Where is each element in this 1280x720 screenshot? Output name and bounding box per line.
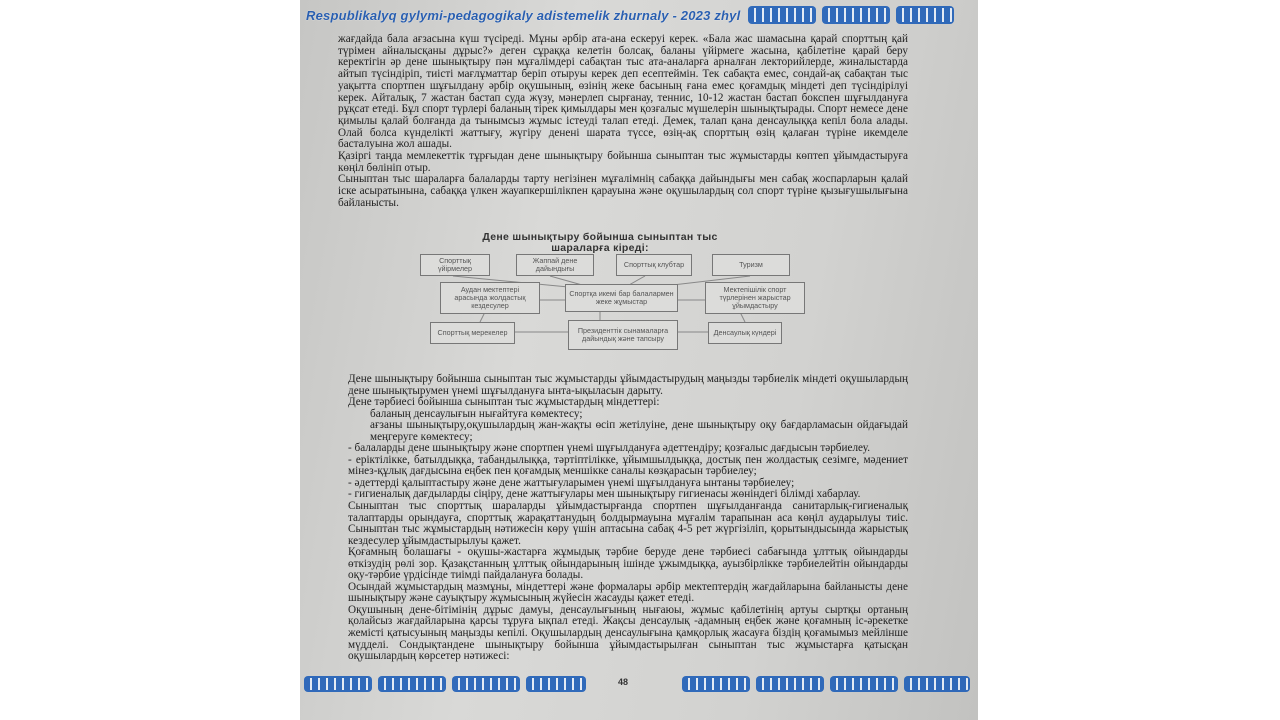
paragraph: Сыныптан тыс шараларға балаларды тарту негізінен мұғалімнің сабаққа дайындығы мен сабақ жоспарларын қалай іске асыратынына, сабаққа үлкен жауапкершілікпен қарауына және оқушылардың сол спорт түріне қызығушылығына байланысты. xyxy=(338,173,908,209)
diagram-box-sport-holidays: Спорттық мерекелер xyxy=(430,322,515,344)
list-item: - гигиеналық дағдыларды сiңiру, дене жаттығулары мен шынықтыру гигиенасы жөнiндегi бiлiмдi хабарлау. xyxy=(348,488,861,501)
lower-text xyxy=(348,374,908,663)
page-number: 48 xyxy=(618,677,629,687)
paragraph: Дене тәрбиесі бойынша сыныптан тыс жұмыстардың міндеттері: xyxy=(348,396,660,409)
journal-page xyxy=(300,0,978,720)
paragraph: Дене шынықтыру бойынша сыныптан тыс жұмыстарды ұйымдастырудың маңызды тәрбиелік міндеті оқушылардың дене шынықтырумен үнемі шұғылдануға ынта-ықыласын дарыту. xyxy=(348,373,908,397)
header-ornament-3 xyxy=(896,6,954,24)
footer-ornament-8 xyxy=(904,676,970,692)
list-item: - ерiктiлiкке, батылдыққа, табандылыққа, тәртiптiлiкке, ұйымшылдыққа, достық пен жолдастық сезiмге, мәдениет мiнез-құлық дағдысына еңбек пен қоғамдық меншiкке саналы көзқарасын тәрбиелеу; xyxy=(348,453,908,478)
footer-ornament-6 xyxy=(756,676,824,692)
footer-ornament-1 xyxy=(304,676,372,692)
diagram-box-individual-work: Спортқа икемі бар балалармен жеке жұмыстар xyxy=(565,284,678,312)
paragraph: жағдайда бала ағзасына күш түсіреді. Мұны әрбір ата-ана ескеруі керек. «Бала жас шамасына қарай спорттың қай түрімен айналысқаны дұрыс?» деген сұраққа келетін болсақ, баланы үйірмеге жасына, қабілетіне қарай беру керектігін әр дене шынықтыру пән мұғалімдері сабақтан тыс ата-аналарға арналған лекторийлерде, жиналыстарда айтып түсіндіріп, тиісті мағлұматтар беріп отыруы керек деп есептеймін. Тек сабақта емес, сондай-ақ сабақтан тыс уақытта спортпен шұғылдану әрбір оқушының, өзінің жеке басының ғана емес қоғамдық міндеті деп түсіндірілуі керек. Айталық, 7 жастан бастап суда жүзу, мәнерлеп сырғанау, теннис, 10-12 жастан бастап бокспен шұғылдануға рұқсат етеді. Бұл спорт түрлері баланың тірек қимылдары мен қозғалыс мүшелерін шынықтырады. Спорт немесе дене қимылы қалай болғанда да тынымсыз жұмыс істеуді талап етеді. Демек, талап қана денсаулыққа кепіл бола алады. Олай болса күнделікті жаттығу, жүгіру денені шарата түссе, өзің-ақ спорттың өзің қалаған түріне икемделе басталуына жол ашады. xyxy=(338,33,908,151)
list-item: баланың денсаулығын нығайтуға көмектесу; xyxy=(370,407,583,420)
list-item: ағзаны шынықтыру,оқушылардың жан-жақты өсіп жетілуіне, дене шынықтыру оқу бағдарламасын ойдағыдай меңгеруге көмектесу; xyxy=(370,419,908,443)
journal-title: Respublikalyq gylymi-pedagogikaly adistemelik zhurnaly - 2023 zhyl xyxy=(306,7,741,23)
diagram-title: Дене шынықтыру бойынша сыныптан тыс шараларға кіреді: xyxy=(482,231,718,254)
paragraph: Қоғамның болашағы - оқушы-жастарға жұмыдық тәрбие беруде дене тәрбиесі сабағында ұлттық ойындарды өткізудің рөлі зор. Қазақстанның ұлттық ойындарының ішінде ұжымдыққа, ауызбірлікке тәрбиелейтін ойындарды оқу-тәрбие үрдісінде тиімді пайдалануға болады. xyxy=(348,546,908,582)
footer-ornament-3 xyxy=(452,676,520,692)
header-ornament-1 xyxy=(748,6,816,24)
diagram-box-presidential-tests: Президенттік сынамаларға дайындық және тапсыру xyxy=(568,320,678,350)
diagram-box-district-meetings: Аудан мектептері арасында жолдастық кездесулер xyxy=(440,282,540,314)
paragraph: Оқушының дене-бітімінің дұрыс дамуы, денсаулығының нығаюы, жұмыс қабілетінің артуы сыртқы ортаның қолайсыз жағдайларына қарсы тұруға ықпал етеді. Жақсы денсаулық -адамның еңбек және қоғамның іс-әрекетке жемісті қатысуының маңызды кепілі. Оқушылардың денсаулығына қамқорлық жасауға біздің қоғамымыз мейлінше мүдделі. Сондықтандене шынықтыру бойынша ұйымдастырылған сыныптан тыс жұмыстарға қатысқан оқушылардың көрсетер нәтижесі: xyxy=(348,603,908,663)
page-header xyxy=(300,2,978,28)
diagram-box-sport-clubs: Спорттық үйірмелер xyxy=(420,254,490,276)
footer-ornament-7 xyxy=(830,676,898,692)
paragraph: Қазіргі таңда мемлекеттік тұрғыдан дене шынықтыру бойынша сыныптан тыс жұмыстарды көптеп ұйымдастыруға көңіл бөлініп отыр. xyxy=(338,150,908,174)
footer-ornament-4 xyxy=(526,676,586,692)
upper-text xyxy=(338,34,908,210)
list-item: - балаларды дене шынықтыру және спортпен үнемі шұғылдануға әдеттендіру; қозғалыс дағдысын тәрбиелеу. xyxy=(348,442,870,455)
list-item: - әдеттердi қалыптастыру және дене жаттығуларымен үнемi шұғылдануға ынтаны тәрбиелеу; xyxy=(348,476,795,489)
paragraph: Сыныптан тыс спорттық шараларды ұйымдастырғанда спортпен шұғылданғанда санитарлық-гигиеналық талаптарды орындауға, спорттық жарақаттанудың болдырмауына мұғалім тарапынан аса көңіл аударылуы тиіс. Сыныптан тыс жұмыстардың нәтижесін көру үшін аптасына сабақ 4-5 рет жүргізіліп, қорытындысында жарыстық кездесулер ұйымдастырылуы қажет. xyxy=(348,500,908,547)
diagram-box-tourism: Туризм xyxy=(712,254,790,276)
diagram-box-mass-training: Жаппай дене дайындығы xyxy=(516,254,594,276)
footer-ornament-2 xyxy=(378,676,446,692)
diagram-box-sport-clubs-2: Спорттық клубтар xyxy=(616,254,692,276)
header-ornament-2 xyxy=(822,6,890,24)
diagram-box-school-competitions: Мектепішілік спорт түрлерінен жарыстар ұйымдастыру xyxy=(705,282,805,314)
footer-ornament-5 xyxy=(682,676,750,692)
diagram-box-health-days: Денсаулық күндері xyxy=(708,322,782,344)
paragraph: Осындай жұмыстардың мазмұны, міндеттері және формалары әрбір мектептердің жағдайларына байланысты дене шынықтыру және сауықтыру жұмысының жүйесін жасауды қажет етеді. xyxy=(348,580,908,605)
